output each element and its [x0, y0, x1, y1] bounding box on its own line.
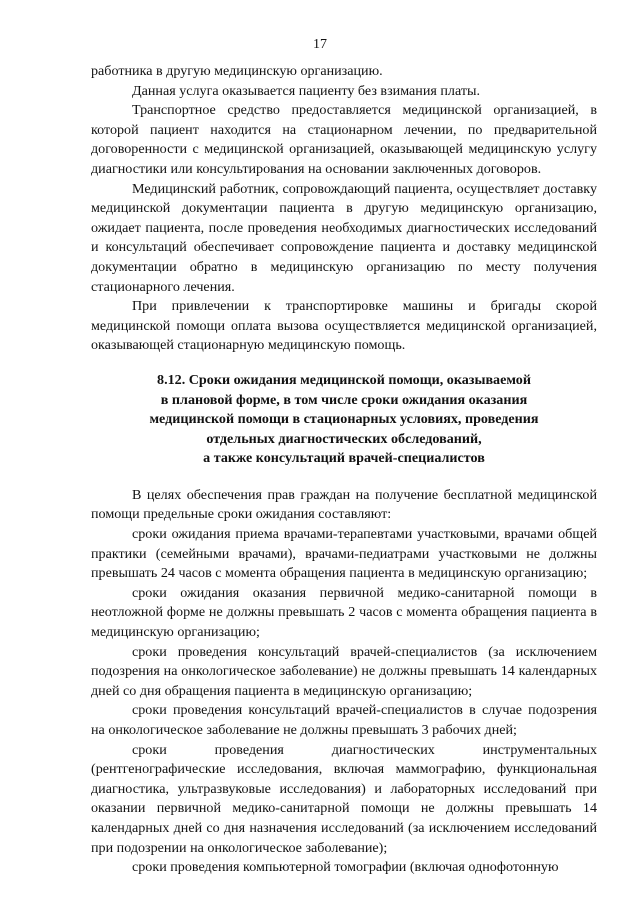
- paragraph-transport-vehicle: Транспортное средство предоставляется медицинской организацией, в которой пациент находится на стационарном лечении, по предварительной договоренности с медицинской организацией, оказывающей медицинскую услугу диагностики или консультирования на основании заключенных договоров.: [91, 102, 597, 177]
- section-heading-line: медицинской помощи в стационарных условиях, проведения: [149, 411, 539, 428]
- paragraph-urgent-care-wait: сроки ожидания оказания первичной медико-санитарной помощи в неотложной форме не должны превышать 2 часов с момента обращения пациента в медицинскую организацию;: [91, 584, 597, 641]
- paragraph-ct-scan: сроки проведения компьютерной томографии (включая однофотонную: [132, 859, 559, 876]
- paragraph-medical-worker: Медицинский работник, сопровождающий пациента, осуществляет доставку медицинской документации пациента в другую медицинскую организацию, ожидает пациента, после проведения необходимых диагностических исследований и консультаций обеспечивает сопровождение пациента и доставку медицинской документации обратно в медицинскую организацию по месту получения стационарного лечения.: [91, 180, 597, 295]
- paragraph-intro: В целях обеспечения прав граждан на получение бесплатной медицинской помощи предельные сроки ожидания составляют:: [91, 486, 597, 523]
- paragraph-continuation: работника в другую медицинскую организацию.: [91, 63, 383, 79]
- page-number: 17: [313, 37, 327, 52]
- section-heading-line: 8.12. Сроки ожидания медицинской помощи, оказываемой: [157, 371, 531, 388]
- paragraph-specialist-consult: сроки проведения консультаций врачей-специалистов (за исключением подозрения на онкологическое заболевание) не должны превышать 14 календарных дней со дня обращения пациента в медицинскую организацию;: [91, 643, 597, 699]
- section-heading: [91, 371, 597, 469]
- paragraph-oncology-consult: сроки проведения консультаций врачей-специалистов в случае подозрения на онкологическое заболевание не должны превышать 3 рабочих дней;: [91, 702, 597, 738]
- document-body: [91, 62, 597, 878]
- section-heading-line: а также консультаций врачей-специалистов: [203, 450, 485, 467]
- section-heading-line: отдельных диагностических обследований,: [206, 430, 482, 447]
- paragraph-free-service: Данная услуга оказывается пациенту без взимания платы.: [132, 82, 480, 99]
- section-heading-line: в плановой форме, в том числе сроки ожидания оказания: [160, 391, 528, 408]
- paragraph-diagnostic-tests: сроки проведения диагностических инструментальных (рентгенографические исследования, включая маммографию, функциональная диагностика, ультразвуковые исследования) и лабораторных исследований при оказании первичной медико-санитарной помощи не должны превышать 14 календарных дней со дня назначения исследований (за исключением исследований при подозрении на онкологическое заболевание);: [91, 741, 597, 856]
- paragraph-ambulance: При привлечении к транспортировке машины и бригады скорой медицинской помощи оплата вызова осуществляется медицинской организацией, оказывающей стационарную медицинскую помощь.: [91, 298, 597, 354]
- paragraph-therapist-wait: сроки ожидания приема врачами-терапевтами участковыми, врачами общей практики (семейными врачами), врачами-педиатрами участковыми не должны превышать 24 часов с момента обращения пациента в медицинскую организацию;: [91, 526, 597, 582]
